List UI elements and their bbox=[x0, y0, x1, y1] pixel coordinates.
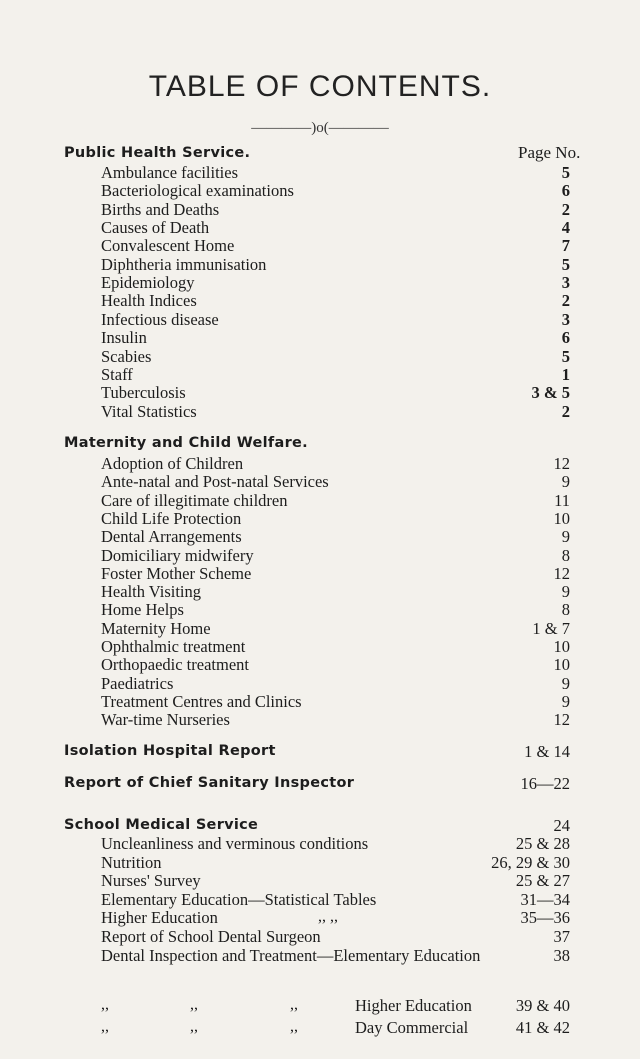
toc-entry[interactable] bbox=[0, 564, 640, 584]
ditto-mark: ,, ,, bbox=[318, 908, 338, 926]
toc-entry[interactable] bbox=[0, 710, 640, 730]
toc-label: Births and Deaths bbox=[101, 199, 220, 219]
toc-label: Health Indices bbox=[101, 291, 197, 311]
toc-label: Higher Education bbox=[355, 996, 472, 1015]
toc-label: Convalescent Home bbox=[101, 236, 235, 256]
toc-entry[interactable] bbox=[0, 637, 640, 657]
toc-label: Ambulance facilities bbox=[101, 163, 238, 182]
toc-entry[interactable] bbox=[0, 310, 640, 330]
toc-label: Report of School Dental Surgeon bbox=[101, 927, 321, 946]
toc-page-number: 5 bbox=[561, 254, 570, 274]
toc-label: Health Visiting bbox=[101, 582, 201, 602]
toc-page-number: 16—22 bbox=[520, 774, 570, 793]
toc-label: Dental Inspection and Treatment—Elementary Education bbox=[101, 945, 481, 965]
toc-label: Staff bbox=[101, 364, 133, 384]
section-heading-maternity: Maternity and Child Welfare. bbox=[64, 435, 308, 451]
section-heading-school: School Medical Service bbox=[64, 817, 259, 833]
ditto-mark: ,, bbox=[290, 1018, 298, 1035]
section-heading-sanitary: Report of Chief Sanitary Inspector bbox=[64, 775, 355, 791]
toc-page-number: 9 bbox=[561, 582, 570, 602]
toc-label: Tuberculosis bbox=[101, 383, 186, 403]
toc-entry[interactable] bbox=[0, 853, 640, 873]
toc-entry-isolation[interactable] bbox=[0, 742, 640, 762]
toc-entry[interactable] bbox=[0, 328, 640, 348]
toc-label: Causes of Death bbox=[101, 218, 210, 238]
toc-page-number: 9 bbox=[561, 527, 570, 547]
toc-page-number: 2 bbox=[561, 291, 570, 311]
toc-entry[interactable] bbox=[0, 454, 640, 474]
toc-entry[interactable] bbox=[0, 890, 640, 910]
toc-label: Diphtheria immunisation bbox=[101, 254, 267, 274]
toc-label: Nutrition bbox=[101, 852, 162, 872]
toc-label: Care of illegitimate children bbox=[101, 490, 288, 510]
toc-label: Ophthalmic treatment bbox=[101, 637, 246, 656]
toc-page-number: 9 bbox=[561, 691, 570, 711]
toc-entry-sanitary[interactable] bbox=[0, 774, 640, 794]
toc-page-number: 8 bbox=[561, 545, 570, 565]
toc-entry[interactable] bbox=[0, 582, 640, 602]
toc-page-number: 41 & 42 bbox=[515, 1018, 570, 1037]
toc-entry[interactable] bbox=[0, 834, 640, 854]
toc-entry[interactable] bbox=[0, 402, 640, 422]
toc-page-number: 10 bbox=[553, 655, 570, 675]
toc-entry[interactable] bbox=[0, 946, 640, 966]
toc-label: Vital Statistics bbox=[101, 401, 197, 421]
toc-label: Dental Arrangements bbox=[101, 527, 242, 547]
toc-page-number: 8 bbox=[561, 600, 570, 620]
toc-entry[interactable] bbox=[0, 163, 640, 183]
ditto-mark: ,, bbox=[190, 996, 198, 1013]
toc-entry[interactable] bbox=[0, 383, 640, 403]
toc-label: Infectious disease bbox=[101, 309, 219, 329]
toc-label: Domiciliary midwifery bbox=[101, 545, 254, 565]
toc-entry-ditto-1[interactable] bbox=[0, 996, 640, 1016]
toc-entry[interactable] bbox=[0, 871, 640, 891]
toc-entry[interactable] bbox=[0, 255, 640, 275]
toc-label: Ante-natal and Post-natal Services bbox=[101, 472, 329, 492]
toc-page-number: 11 bbox=[554, 490, 570, 510]
toc-page-number: 9 bbox=[561, 673, 570, 693]
toc-label: Insulin bbox=[101, 328, 147, 348]
toc-label: Higher Education bbox=[101, 908, 218, 928]
toc-page-number: 12 bbox=[553, 710, 570, 730]
toc-page-number: 5 bbox=[561, 346, 570, 366]
toc-entry[interactable] bbox=[0, 674, 640, 694]
toc-page-number: 39 & 40 bbox=[515, 996, 570, 1015]
toc-page-number: 2 bbox=[561, 401, 570, 421]
toc-entry[interactable] bbox=[0, 218, 640, 238]
ditto-mark: ,, bbox=[101, 996, 109, 1013]
toc-label: Maternity Home bbox=[101, 618, 211, 638]
toc-page-number: 3 bbox=[561, 309, 570, 329]
page-number-header: Page No. bbox=[518, 143, 581, 162]
ditto-mark: ,, bbox=[190, 1018, 198, 1035]
toc-page-number: 31—34 bbox=[520, 889, 570, 909]
toc-entry[interactable] bbox=[0, 291, 640, 311]
toc-label: Child Life Protection bbox=[101, 508, 242, 528]
toc-label: Elementary Education—Statistical Tables bbox=[101, 889, 377, 909]
toc-label: War-time Nurseries bbox=[101, 710, 230, 730]
toc-entry[interactable] bbox=[0, 619, 640, 639]
toc-page-number: 1 & 7 bbox=[532, 618, 570, 638]
toc-page-number: 10 bbox=[553, 508, 570, 528]
toc-label: Paediatrics bbox=[101, 673, 174, 693]
toc-page-number: 35—36 bbox=[520, 908, 570, 928]
toc-entry[interactable] bbox=[0, 655, 640, 675]
toc-page-number: 26, 29 & 30 bbox=[491, 852, 570, 872]
toc-page-number: 6 bbox=[561, 328, 570, 348]
toc-entry[interactable] bbox=[0, 509, 640, 529]
toc-page-number: 4 bbox=[561, 218, 570, 238]
toc-label: Adoption of Children bbox=[101, 454, 244, 473]
toc-entry[interactable] bbox=[0, 273, 640, 293]
toc-page-number: 7 bbox=[561, 236, 570, 256]
ditto-mark: ,, bbox=[101, 1018, 109, 1035]
toc-entry-school[interactable] bbox=[0, 816, 640, 836]
toc-entry[interactable] bbox=[0, 692, 640, 712]
toc-page-number: 25 & 28 bbox=[515, 834, 570, 853]
toc-page-number: 1 & 14 bbox=[524, 742, 570, 761]
toc-page-number: 12 bbox=[553, 454, 570, 473]
toc-label: Foster Mother Scheme bbox=[101, 563, 252, 583]
toc-page-number: 6 bbox=[561, 181, 570, 201]
toc-page-number: 3 & 5 bbox=[531, 383, 570, 403]
section-heading-isolation: Isolation Hospital Report bbox=[64, 743, 276, 759]
section-heading-public-health: Public Health Service. bbox=[64, 145, 251, 161]
toc-label: Nurses' Survey bbox=[101, 871, 201, 891]
toc-entry[interactable] bbox=[0, 365, 640, 385]
toc-label: Epidemiology bbox=[101, 273, 195, 293]
toc-entry[interactable] bbox=[0, 472, 640, 492]
toc-page-number: 38 bbox=[553, 945, 570, 965]
toc-entry[interactable] bbox=[0, 546, 640, 566]
toc-entry[interactable] bbox=[0, 491, 640, 511]
toc-entry[interactable] bbox=[0, 600, 640, 620]
toc-entry[interactable] bbox=[0, 347, 640, 367]
toc-entry[interactable] bbox=[0, 200, 640, 220]
toc-label: Scabies bbox=[101, 346, 152, 366]
toc-label: Home Helps bbox=[101, 600, 184, 620]
toc-page-number: 12 bbox=[553, 563, 570, 583]
toc-entry[interactable] bbox=[0, 236, 640, 256]
toc-page-number: 25 & 27 bbox=[515, 871, 570, 891]
toc-page-number: 37 bbox=[553, 927, 570, 946]
toc-label: Uncleanliness and verminous conditions bbox=[101, 834, 369, 853]
toc-entry[interactable] bbox=[0, 927, 640, 947]
ditto-mark: ,, bbox=[290, 996, 298, 1013]
toc-label: Orthopaedic treatment bbox=[101, 655, 249, 675]
toc-entry-ditto-2[interactable] bbox=[0, 1018, 640, 1038]
page-title: TABLE OF CONTENTS. bbox=[148, 70, 492, 103]
toc-page-number: 10 bbox=[553, 637, 570, 656]
title-ornament: ————)o(———— bbox=[251, 120, 389, 136]
toc-page-number: 1 bbox=[561, 364, 570, 384]
toc-page-number: 3 bbox=[561, 273, 570, 293]
toc-page-number: 24 bbox=[553, 816, 570, 835]
toc-entry[interactable] bbox=[0, 908, 640, 928]
toc-page-number: 2 bbox=[561, 199, 570, 219]
toc-label: Bacteriological examinations bbox=[101, 181, 294, 201]
toc-entry[interactable] bbox=[0, 527, 640, 547]
toc-label: Day Commercial bbox=[355, 1018, 469, 1037]
toc-entry[interactable] bbox=[0, 181, 640, 201]
toc-label: Treatment Centres and Clinics bbox=[101, 691, 302, 711]
toc-page-number: 5 bbox=[561, 163, 570, 182]
toc-page-number: 9 bbox=[561, 472, 570, 492]
